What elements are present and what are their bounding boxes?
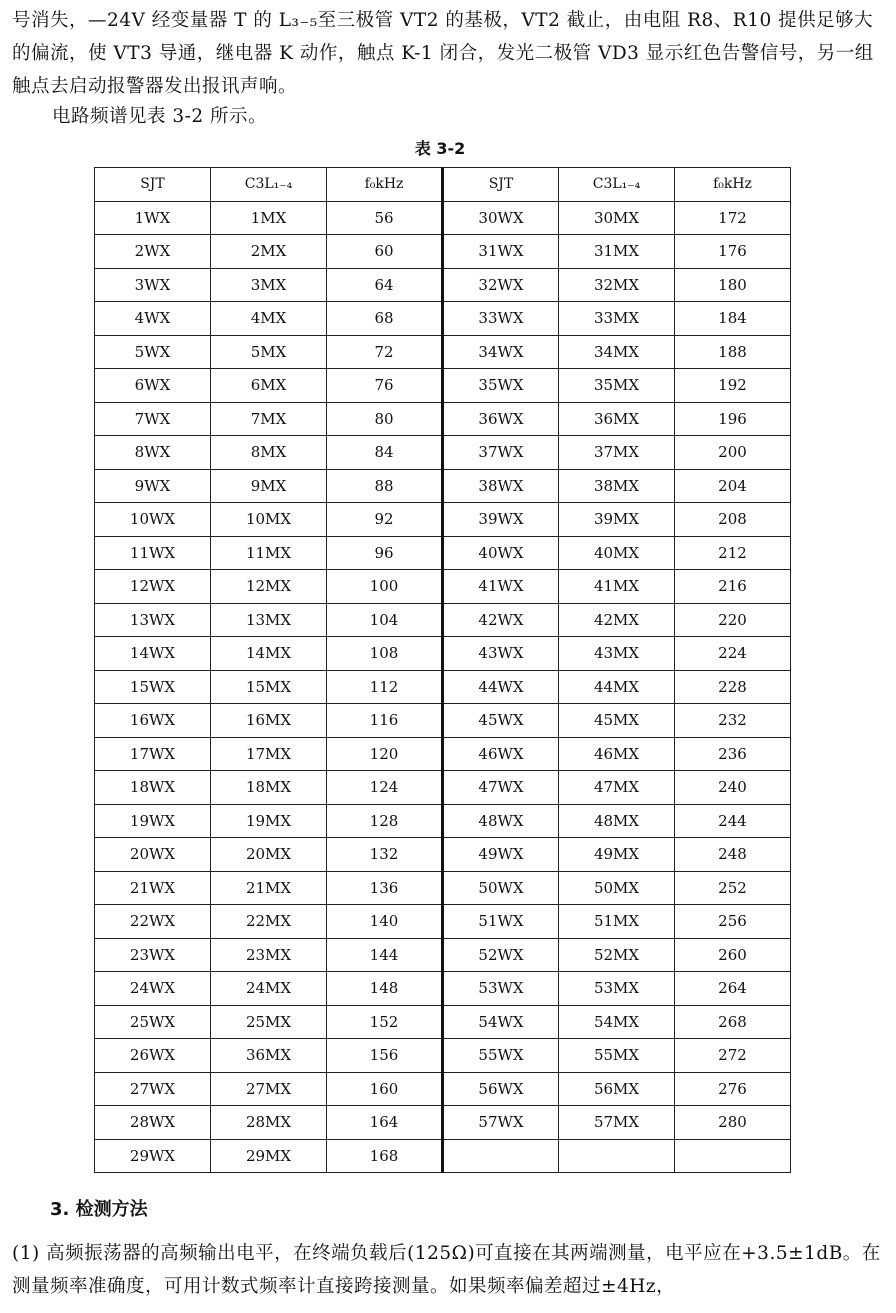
table-row — [95, 369, 791, 403]
table-cell-c3l-right: 54MX — [559, 1005, 675, 1039]
table-cell-freq-left: 56 — [327, 201, 443, 235]
table-cell-c3l-right: 37MX — [559, 436, 675, 470]
table-cell-c3l-right: 36MX — [559, 402, 675, 436]
table-cell-c3l-right: 53MX — [559, 972, 675, 1006]
frequency-table — [94, 167, 791, 1173]
table-cell-sjt-left: 5WX — [95, 335, 211, 369]
table-cell-freq-right: 272 — [675, 1039, 791, 1073]
table-cell-sjt-left: 29WX — [95, 1139, 211, 1173]
table-cell-freq-left: 168 — [327, 1139, 443, 1173]
table-cell-freq-right: 176 — [675, 235, 791, 269]
table-cell-c3l-left: 16MX — [211, 704, 327, 738]
table-cell-freq-right: 180 — [675, 268, 791, 302]
table-cell-c3l-left: 1MX — [211, 201, 327, 235]
table-cell-sjt-right: 52WX — [443, 938, 559, 972]
table-cell-c3l-right: 30MX — [559, 201, 675, 235]
table-cell-sjt-left: 9WX — [95, 469, 211, 503]
table-row — [95, 871, 791, 905]
table-cell-freq-left: 128 — [327, 804, 443, 838]
table-row — [95, 637, 791, 671]
table-cell-c3l-left: 7MX — [211, 402, 327, 436]
table-cell-freq-left: 112 — [327, 670, 443, 704]
table-cell-c3l-right: 52MX — [559, 938, 675, 972]
table-cell-c3l-right: 31MX — [559, 235, 675, 269]
table-cell-freq-right — [675, 1139, 791, 1173]
table-cell-freq-left: 84 — [327, 436, 443, 470]
table-cell-sjt-left: 18WX — [95, 771, 211, 805]
table-row — [95, 938, 791, 972]
table-cell-c3l-left: 13MX — [211, 603, 327, 637]
table-cell-c3l-right: 55MX — [559, 1039, 675, 1073]
table-cell-sjt-right: 53WX — [443, 972, 559, 1006]
table-cell-c3l-right: 44MX — [559, 670, 675, 704]
table-row — [95, 235, 791, 269]
table-cell-c3l-left: 4MX — [211, 302, 327, 336]
table-cell-freq-left: 88 — [327, 469, 443, 503]
table-cell-sjt-right: 42WX — [443, 603, 559, 637]
table-cell-freq-left: 148 — [327, 972, 443, 1006]
table-cell-sjt-right: 31WX — [443, 235, 559, 269]
table-cell-freq-right: 204 — [675, 469, 791, 503]
table-cell-freq-right: 184 — [675, 302, 791, 336]
table-cell-freq-right: 220 — [675, 603, 791, 637]
table-cell-sjt-left: 22WX — [95, 905, 211, 939]
table-cell-c3l-left: 6MX — [211, 369, 327, 403]
table-cell-c3l-left: 29MX — [211, 1139, 327, 1173]
table-cell-c3l-right: 43MX — [559, 637, 675, 671]
table-cell-c3l-left: 9MX — [211, 469, 327, 503]
table-cell-sjt-right: 36WX — [443, 402, 559, 436]
table-cell-sjt-left: 16WX — [95, 704, 211, 738]
table-cell-freq-right: 244 — [675, 804, 791, 838]
table-cell-sjt-left: 12WX — [95, 570, 211, 604]
table-row — [95, 402, 791, 436]
table-cell-sjt-left: 28WX — [95, 1106, 211, 1140]
table-cell-sjt-right: 48WX — [443, 804, 559, 838]
table-cell-freq-right: 188 — [675, 335, 791, 369]
table-cell-c3l-left: 36MX — [211, 1039, 327, 1073]
table-cell-sjt-left: 1WX — [95, 201, 211, 235]
table-cell-sjt-right: 55WX — [443, 1039, 559, 1073]
table-cell-freq-left: 132 — [327, 838, 443, 872]
table-cell-freq-left: 116 — [327, 704, 443, 738]
table-title: 表 3-2 — [414, 139, 466, 158]
table-cell-sjt-right: 46WX — [443, 737, 559, 771]
table-row — [95, 469, 791, 503]
table-cell-sjt-left: 8WX — [95, 436, 211, 470]
table-cell-c3l-right: 47MX — [559, 771, 675, 805]
table-cell-freq-right: 240 — [675, 771, 791, 805]
table-cell-c3l-left: 10MX — [211, 503, 327, 537]
table-cell-c3l-left: 23MX — [211, 938, 327, 972]
table-cell-c3l-right: 51MX — [559, 905, 675, 939]
table-row — [95, 972, 791, 1006]
table-cell-sjt-left: 17WX — [95, 737, 211, 771]
table-row — [95, 436, 791, 470]
table-cell-freq-right: 280 — [675, 1106, 791, 1140]
table-cell-c3l-left: 12MX — [211, 570, 327, 604]
table-cell-freq-right: 208 — [675, 503, 791, 537]
table-row — [95, 1139, 791, 1173]
table-cell-c3l-left: 3MX — [211, 268, 327, 302]
table-cell-sjt-right: 49WX — [443, 838, 559, 872]
table-cell-sjt-right: 43WX — [443, 637, 559, 671]
bottom-paragraph: (1) 高频振荡器的高频输出电平，在终端负载后(125Ω)可直接在其两端测量，电平应在+3.5±1dB。在测量频率准确度，可用计数式频率计直接跨接测量。如果频率偏差超过±4Hz， — [12, 1243, 881, 1297]
table-cell-c3l-left: 27MX — [211, 1072, 327, 1106]
table-cell-freq-left: 76 — [327, 369, 443, 403]
table-row — [95, 201, 791, 235]
table-cell-freq-left: 92 — [327, 503, 443, 537]
table-cell-freq-left: 124 — [327, 771, 443, 805]
table-cell-freq-left: 108 — [327, 637, 443, 671]
table-cell-freq-left: 100 — [327, 570, 443, 604]
table-cell-sjt-left: 10WX — [95, 503, 211, 537]
table-cell-c3l-right: 34MX — [559, 335, 675, 369]
col-header-freq-left: f₀kHz — [327, 168, 443, 202]
table-cell-sjt-left: 15WX — [95, 670, 211, 704]
table-cell-sjt-left: 24WX — [95, 972, 211, 1006]
table-cell-freq-left: 120 — [327, 737, 443, 771]
table-row — [95, 570, 791, 604]
table-cell-sjt-right: 50WX — [443, 871, 559, 905]
section-heading: 3. 检测方法 — [50, 1199, 148, 1220]
table-cell-sjt-right: 45WX — [443, 704, 559, 738]
table-cell-freq-left: 156 — [327, 1039, 443, 1073]
table-cell-c3l-right: 45MX — [559, 704, 675, 738]
table-row — [95, 737, 791, 771]
table-cell-c3l-right: 42MX — [559, 603, 675, 637]
table-row — [95, 838, 791, 872]
table-header-row — [95, 168, 791, 202]
table-cell-c3l-right: 41MX — [559, 570, 675, 604]
table-cell-sjt-right: 37WX — [443, 436, 559, 470]
table-cell-sjt-left: 4WX — [95, 302, 211, 336]
table-row — [95, 335, 791, 369]
table-cell-c3l-right: 38MX — [559, 469, 675, 503]
table-cell-sjt-right: 57WX — [443, 1106, 559, 1140]
col-header-sjt-right: SJT — [443, 168, 559, 202]
table-cell-freq-left: 60 — [327, 235, 443, 269]
table-cell-sjt-right: 35WX — [443, 369, 559, 403]
table-cell-c3l-left: 5MX — [211, 335, 327, 369]
table-cell-c3l-left: 28MX — [211, 1106, 327, 1140]
table-cell-sjt-right: 47WX — [443, 771, 559, 805]
table-cell-freq-left: 144 — [327, 938, 443, 972]
table-row — [95, 1106, 791, 1140]
table-cell-c3l-right: 39MX — [559, 503, 675, 537]
table-cell-c3l-left: 18MX — [211, 771, 327, 805]
col-header-sjt-left: SJT — [95, 168, 211, 202]
table-cell-c3l-right: 35MX — [559, 369, 675, 403]
table-row — [95, 302, 791, 336]
table-cell-freq-left: 72 — [327, 335, 443, 369]
table-row — [95, 804, 791, 838]
table-body — [95, 201, 791, 1173]
table-cell-sjt-left: 19WX — [95, 804, 211, 838]
table-cell-freq-left: 152 — [327, 1005, 443, 1039]
table-cell-sjt-left: 14WX — [95, 637, 211, 671]
table-cell-freq-left: 140 — [327, 905, 443, 939]
table-cell-sjt-right: 40WX — [443, 536, 559, 570]
table-row — [95, 771, 791, 805]
table-cell-c3l-left: 20MX — [211, 838, 327, 872]
table-cell-sjt-left: 26WX — [95, 1039, 211, 1073]
table-row — [95, 1005, 791, 1039]
table-cell-freq-right: 192 — [675, 369, 791, 403]
table-cell-sjt-left: 20WX — [95, 838, 211, 872]
col-header-freq-right: f₀kHz — [675, 168, 791, 202]
table-row — [95, 704, 791, 738]
table-cell-c3l-right: 40MX — [559, 536, 675, 570]
table-cell-freq-right: 172 — [675, 201, 791, 235]
table-cell-freq-right: 228 — [675, 670, 791, 704]
table-cell-freq-left: 136 — [327, 871, 443, 905]
table-cell-sjt-right: 39WX — [443, 503, 559, 537]
table-cell-c3l-left: 11MX — [211, 536, 327, 570]
table-cell-freq-left: 96 — [327, 536, 443, 570]
table-cell-freq-left: 164 — [327, 1106, 443, 1140]
table-row — [95, 1039, 791, 1073]
table-cell-c3l-right: 33MX — [559, 302, 675, 336]
table-cell-freq-left: 104 — [327, 603, 443, 637]
table-cell-c3l-right: 50MX — [559, 871, 675, 905]
table-cell-sjt-right: 33WX — [443, 302, 559, 336]
table-row — [95, 503, 791, 537]
table-row — [95, 268, 791, 302]
table-cell-freq-right: 236 — [675, 737, 791, 771]
table-cell-sjt-left: 27WX — [95, 1072, 211, 1106]
table-row — [95, 670, 791, 704]
table-cell-sjt-left: 11WX — [95, 536, 211, 570]
table-cell-freq-left: 160 — [327, 1072, 443, 1106]
col-header-c3l-right: C3L₁₋₄ — [559, 168, 675, 202]
table-cell-sjt-left: 23WX — [95, 938, 211, 972]
table-cell-c3l-left: 17MX — [211, 737, 327, 771]
table-cell-freq-right: 264 — [675, 972, 791, 1006]
table-cell-sjt-right — [443, 1139, 559, 1173]
intro-paragraph: 号消失，—24V 经变量器 T 的 L₃₋₅至三极管 VT2 的基极，VT2 截止，由电阻 R8、R10 提供足够大的偏流，使 VT3 导通，继电器 K 动作，触点 K-1 闭合，发光二极管 VD3 显示红色告警信号，另一组触点去启动报警器发出报讯声响。 — [12, 10, 874, 97]
table-cell-c3l-left: 8MX — [211, 436, 327, 470]
table-cell-sjt-left: 21WX — [95, 871, 211, 905]
table-cell-sjt-left: 25WX — [95, 1005, 211, 1039]
table-cell-c3l-left: 2MX — [211, 235, 327, 269]
table-cell-freq-right: 196 — [675, 402, 791, 436]
table-cell-c3l-left: 15MX — [211, 670, 327, 704]
table-cell-sjt-left: 2WX — [95, 235, 211, 269]
table-cell-c3l-right: 32MX — [559, 268, 675, 302]
table-cell-freq-right: 224 — [675, 637, 791, 671]
table-cell-sjt-left: 6WX — [95, 369, 211, 403]
table-cell-c3l-left: 19MX — [211, 804, 327, 838]
table-cell-freq-left: 68 — [327, 302, 443, 336]
table-cell-freq-right: 268 — [675, 1005, 791, 1039]
table-row — [95, 1072, 791, 1106]
table-cell-freq-right: 260 — [675, 938, 791, 972]
table-cell-sjt-right: 44WX — [443, 670, 559, 704]
table-cell-freq-left: 80 — [327, 402, 443, 436]
table-cell-freq-right: 252 — [675, 871, 791, 905]
table-cell-c3l-left: 24MX — [211, 972, 327, 1006]
table-cell-c3l-right: 48MX — [559, 804, 675, 838]
table-row — [95, 603, 791, 637]
table-cell-sjt-right: 32WX — [443, 268, 559, 302]
table-cell-sjt-right: 51WX — [443, 905, 559, 939]
table-row — [95, 536, 791, 570]
table-cell-freq-left: 64 — [327, 268, 443, 302]
table-cell-sjt-right: 41WX — [443, 570, 559, 604]
table-cell-freq-right: 256 — [675, 905, 791, 939]
table-cell-freq-right: 232 — [675, 704, 791, 738]
table-reference-text: 电路频谱见表 3-2 所示。 — [52, 106, 268, 127]
table-cell-freq-right: 212 — [675, 536, 791, 570]
table-cell-freq-right: 216 — [675, 570, 791, 604]
table-cell-c3l-left: 21MX — [211, 871, 327, 905]
table-row — [95, 905, 791, 939]
table-cell-sjt-right: 54WX — [443, 1005, 559, 1039]
table-cell-sjt-right: 30WX — [443, 201, 559, 235]
table-cell-freq-right: 276 — [675, 1072, 791, 1106]
table-cell-c3l-left: 14MX — [211, 637, 327, 671]
table-cell-sjt-left: 13WX — [95, 603, 211, 637]
table-cell-c3l-right: 46MX — [559, 737, 675, 771]
table-cell-c3l-right — [559, 1139, 675, 1173]
table-cell-sjt-right: 34WX — [443, 335, 559, 369]
table-cell-sjt-right: 56WX — [443, 1072, 559, 1106]
table-cell-sjt-left: 7WX — [95, 402, 211, 436]
table-cell-c3l-right: 57MX — [559, 1106, 675, 1140]
table-cell-freq-right: 200 — [675, 436, 791, 470]
table-cell-c3l-right: 49MX — [559, 838, 675, 872]
table-cell-sjt-left: 3WX — [95, 268, 211, 302]
table-cell-c3l-left: 22MX — [211, 905, 327, 939]
col-header-c3l-left: C3L₁₋₄ — [211, 168, 327, 202]
table-cell-freq-right: 248 — [675, 838, 791, 872]
table-cell-sjt-right: 38WX — [443, 469, 559, 503]
table-cell-c3l-left: 25MX — [211, 1005, 327, 1039]
table-cell-c3l-right: 56MX — [559, 1072, 675, 1106]
